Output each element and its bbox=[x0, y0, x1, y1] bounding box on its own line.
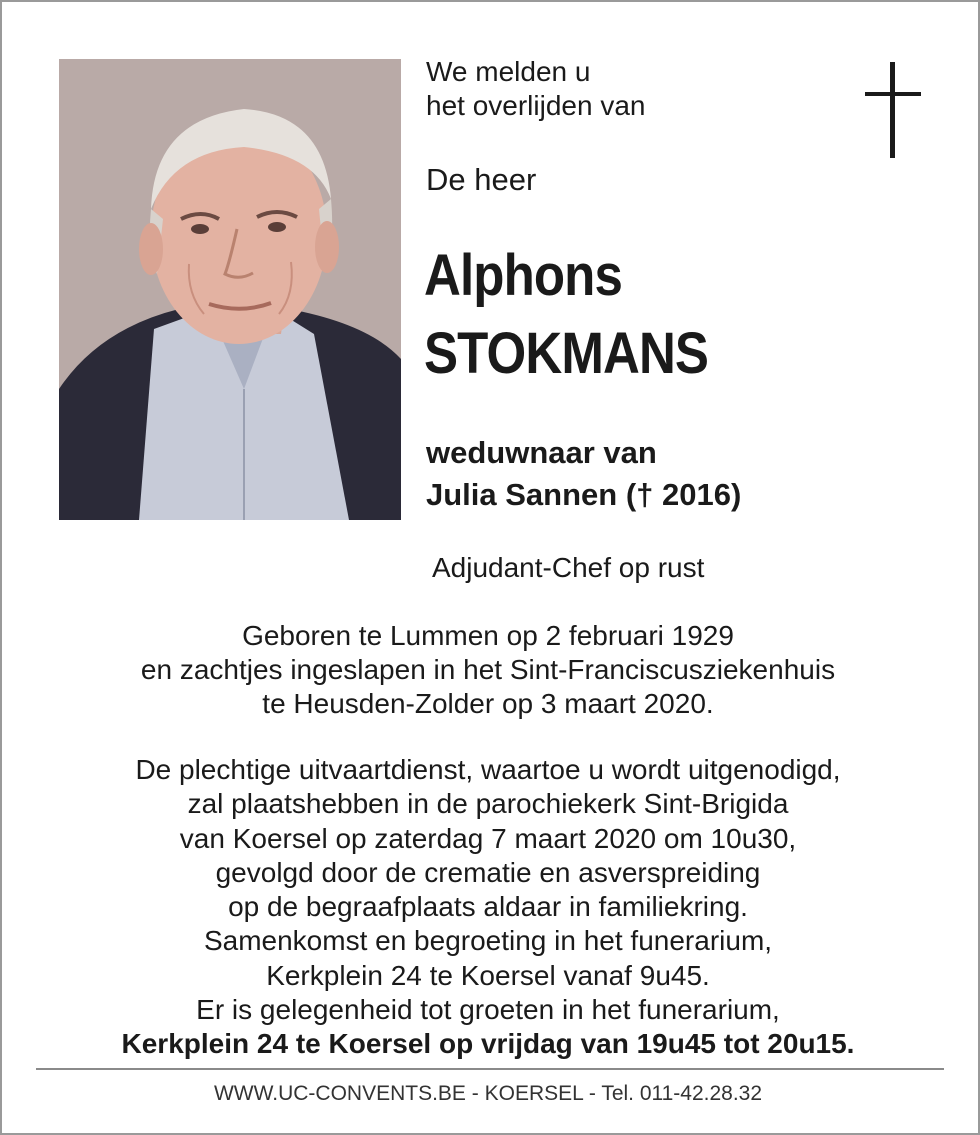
spouse-info bbox=[426, 432, 741, 516]
last-name: STOKMANS bbox=[424, 321, 709, 386]
spouse-line-2: Julia Sannen († 2016) bbox=[426, 477, 742, 512]
footer-contact: WWW.UC-CONVENTS.BE - KOERSEL - Tel. 011-42.28.32 bbox=[213, 1082, 763, 1105]
intro-line-2: het overlijden van bbox=[426, 90, 646, 121]
service-line-5: op de begraafplaats aldaar in familiekring. bbox=[228, 891, 748, 923]
birth-line-2: en zachtjes ingeslapen in het Sint-Franciscusziekenhuis bbox=[140, 654, 836, 685]
intro-text bbox=[426, 55, 645, 123]
footer-divider bbox=[36, 1068, 944, 1070]
birth-death-details bbox=[0, 619, 976, 721]
spouse-line-1: weduwnaar van bbox=[426, 435, 657, 470]
rank: Adjudant-Chef op rust bbox=[432, 552, 705, 583]
service-line-3: van Koersel op zaterdag 7 maart 2020 om 10u30, bbox=[179, 822, 797, 854]
service-line-7: Kerkplein 24 te Koersel vanaf 9u45. bbox=[266, 959, 710, 991]
cross-icon bbox=[865, 62, 921, 158]
birth-line-3: te Heusden-Zolder op 3 maart 2020. bbox=[262, 688, 714, 719]
service-line-2: zal plaatshebben in de parochiekerk Sint-Brigida bbox=[187, 788, 789, 820]
portrait-photo bbox=[59, 59, 401, 520]
birth-line-1: Geboren te Lummen op 2 februari 1929 bbox=[242, 620, 734, 651]
portrait-illustration bbox=[59, 59, 401, 520]
service-line-8: Er is gelegenheid tot groeten in het funerarium, bbox=[196, 994, 780, 1026]
first-name: Alphons bbox=[424, 243, 622, 308]
service-line-6: Samenkomst en begroeting in het funerarium, bbox=[203, 925, 773, 957]
funeral-service-details bbox=[0, 753, 976, 1062]
service-line-9: Kerkplein 24 te Koersel op vrijdag van 19u45 tot 20u15. bbox=[121, 1028, 855, 1060]
honorific: De heer bbox=[426, 162, 537, 197]
service-line-4: gevolgd door de crematie en asverspreiding bbox=[215, 856, 761, 888]
service-line-1: De plechtige uitvaartdienst, waartoe u wordt uitgenodigd, bbox=[135, 754, 841, 785]
intro-line-1: We melden u bbox=[426, 56, 591, 87]
